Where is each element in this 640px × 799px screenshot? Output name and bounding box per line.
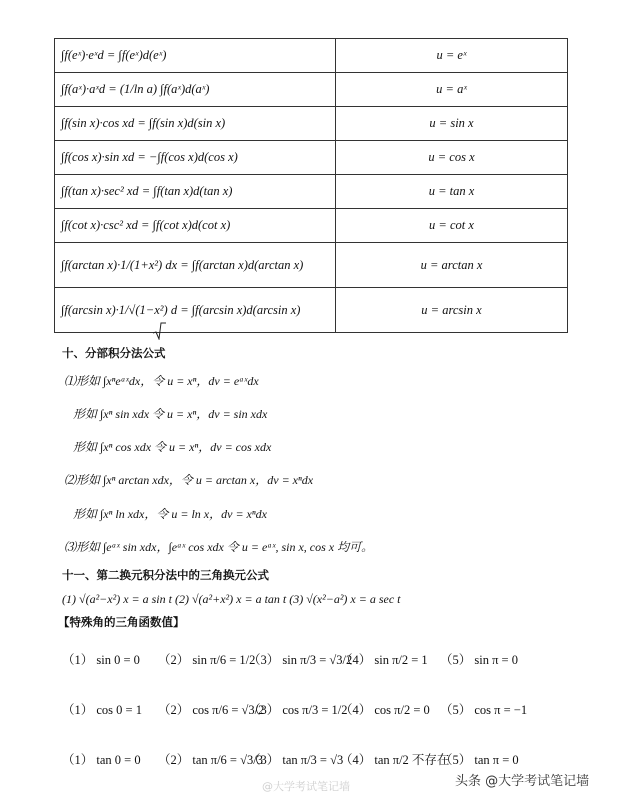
sin-value-3: （3） sin π/3 = √3/2	[248, 653, 353, 667]
parts-line-6: ⑶形如 ∫eᵃˣ sin xdx，∫eᵃˣ cos xdx 令 u = eᵃˣ, sin x, cos x 均可。	[64, 540, 374, 554]
integral-formula: ∫f(cot x)·csc² xd = ∫f(cot x)d(cot x)	[55, 209, 336, 243]
tan-value-3: （3） tan π/3 = √3	[248, 753, 344, 767]
integral-formula: ∫f(aˣ)·aˣd = (1/ln a) ∫f(aˣ)d(aˣ)	[55, 73, 336, 107]
tan-value-5: （5） tan π = 0	[440, 753, 519, 767]
tan-value-4: （4） tan π/2 不存在	[340, 753, 450, 767]
cos-value-1: （1） cos 0 = 1	[62, 703, 142, 717]
sin-value-5: （5） sin π = 0	[440, 653, 518, 667]
parts-line-1: ⑴形如 ∫xⁿeᵃˣdx，令 u = xⁿ，dv = eᵃˣdx	[64, 374, 259, 388]
table-row	[55, 39, 568, 73]
parts-line-4: ⑵形如 ∫xⁿ arctan xdx，令 u = arctan x，dv = xⁿdx	[64, 473, 314, 487]
tan-value-1: （1） tan 0 = 0	[62, 753, 141, 767]
cos-value-3: （3） cos π/3 = 1/2	[248, 703, 348, 717]
integral-formula: ∫f(cos x)·sin xd = −∫f(cos x)d(cos x)	[55, 141, 336, 175]
section-10-title: 十、分部积分法公式	[62, 346, 166, 360]
table-row	[55, 209, 568, 243]
cos-value-2: （2） cos π/6 = √3/2	[158, 703, 265, 717]
watermark-center: @大学考试笔记墙	[262, 780, 350, 793]
table-row	[55, 175, 568, 209]
special-angles-title: 【特殊角的三角函数值】	[58, 615, 185, 629]
table-row	[55, 288, 568, 333]
parts-line-5: 形如 ∫xⁿ ln xdx，令 u = ln x，dv = xⁿdx	[73, 507, 267, 521]
substitution-variable: u = arctan x	[336, 243, 568, 288]
substitution-variable: u = arcsin x	[336, 288, 568, 333]
table-row	[55, 141, 568, 175]
sin-value-4: （4） sin π/2 = 1	[340, 653, 428, 667]
sin-value-2: （2） sin π/6 = 1/2	[158, 653, 256, 667]
stray-radical-mark	[152, 322, 166, 340]
substitution-table	[54, 38, 568, 333]
substitution-variable: u = aˣ	[336, 73, 568, 107]
substitution-variable: u = tan x	[336, 175, 568, 209]
substitution-variable: u = cos x	[336, 141, 568, 175]
table-row	[55, 107, 568, 141]
integral-formula: ∫f(arcsin x)·1/√(1−x²) d = ∫f(arcsin x)d(arcsin x)	[55, 288, 336, 333]
sin-value-1: （1） sin 0 = 0	[62, 653, 140, 667]
section-11-title: 十一、第二换元积分法中的三角换元公式	[62, 568, 269, 582]
integral-formula: ∫f(eˣ)·eˣd = ∫f(eˣ)d(eˣ)	[55, 39, 336, 73]
integral-formula: ∫f(sin x)·cos xd = ∫f(sin x)d(sin x)	[55, 107, 336, 141]
table-row	[55, 73, 568, 107]
substitution-variable: u = sin x	[336, 107, 568, 141]
cos-value-4: （4） cos π/2 = 0	[340, 703, 430, 717]
trig-substitution-line: (1) √(a²−x²) x = a sin t (2) √(a²+x²) x = a tan t (3) √(x²−a²) x = a sec t	[62, 592, 401, 606]
parts-line-2: 形如 ∫xⁿ sin xdx 令 u = xⁿ，dv = sin xdx	[73, 407, 268, 421]
tan-value-2: （2） tan π/6 = √3/3	[158, 753, 263, 767]
cos-value-5: （5） cos π = −1	[440, 703, 528, 717]
integral-formula: ∫f(arctan x)·1/(1+x²) dx = ∫f(arctan x)d(arctan x)	[55, 243, 336, 288]
parts-line-3: 形如 ∫xⁿ cos xdx 令 u = xⁿ，dv = cos xdx	[73, 440, 272, 454]
table-row	[55, 243, 568, 288]
substitution-variable: u = cot x	[336, 209, 568, 243]
integral-formula: ∫f(tan x)·sec² xd = ∫f(tan x)d(tan x)	[55, 175, 336, 209]
substitution-variable: u = eˣ	[336, 39, 568, 73]
watermark-right: 头条 @大学考试笔记墙	[455, 774, 590, 789]
